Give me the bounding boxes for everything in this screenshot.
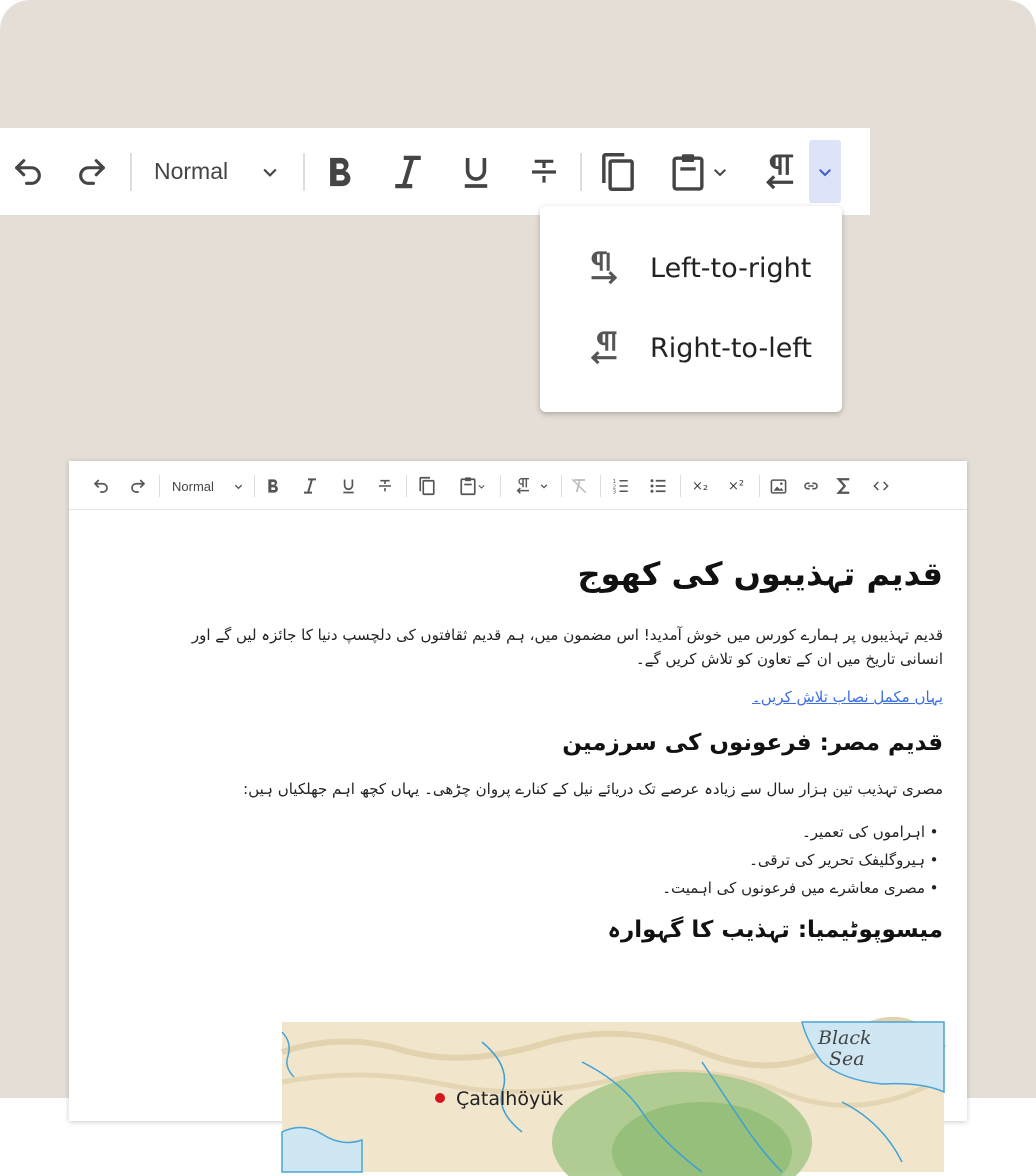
svg-text:2: 2 — [612, 484, 617, 491]
toolbar-divider — [303, 153, 305, 191]
ltr-paragraph-icon — [586, 250, 622, 286]
chevron-down-icon — [711, 163, 729, 181]
paragraph-style-select[interactable] — [150, 128, 280, 215]
paste-button[interactable] — [452, 473, 492, 499]
clear-formatting-button[interactable] — [566, 473, 592, 499]
underline-button[interactable] — [454, 128, 498, 215]
list-item: •مصری معاشرے میں فرعونوں کی اہمیت۔ — [662, 879, 939, 897]
numbered-list-button[interactable] — [608, 473, 634, 499]
strikethrough-button[interactable] — [522, 128, 566, 215]
chevron-down-icon — [233, 481, 244, 492]
italic-button[interactable] — [297, 473, 323, 499]
toolbar-divider — [600, 475, 601, 497]
chevron-down-icon — [477, 482, 486, 491]
intro-line: انسانی تاریخ میں ان کے تعاون کو تلاش کریں گے۔ — [635, 650, 943, 668]
copy-button[interactable] — [596, 128, 640, 215]
text-direction-button[interactable] — [509, 473, 555, 499]
redo-icon — [75, 155, 109, 189]
code-icon — [871, 478, 891, 494]
clipboard-icon — [459, 476, 477, 496]
map-label-sea: Sea — [829, 1048, 865, 1070]
numbered-list-icon — [612, 477, 630, 495]
redo-button[interactable] — [125, 473, 151, 499]
strikethrough-icon — [528, 156, 560, 188]
menu-item-left-to-right[interactable] — [540, 238, 842, 298]
egypt-paragraph: مصری تہذیب تین ہزار سال سے زیادہ عرصے تک دریائے نیل کے کنارے پروان چڑھی۔ یہاں کچھ اہم جھلکیاں ہیں: — [243, 780, 943, 798]
list-item: •ہیروگلیفک تحریر کی ترقی۔ — [749, 851, 939, 869]
subscript-icon: ×₂ — [691, 478, 709, 494]
egypt-highlights-list — [662, 818, 943, 902]
paragraph-style-label: Normal — [172, 478, 214, 494]
insert-link-button[interactable] — [798, 473, 824, 499]
undo-icon — [92, 477, 110, 495]
egypt-heading: قدیم مصر: فرعونوں کی سرزمین — [562, 730, 943, 756]
redo-button[interactable] — [72, 128, 112, 215]
rtl-paragraph-icon — [586, 330, 622, 366]
svg-text:1: 1 — [612, 479, 617, 485]
underline-icon — [342, 478, 355, 494]
underline-icon — [462, 155, 490, 189]
toolbar-divider — [561, 475, 562, 497]
insert-formula-button[interactable] — [831, 473, 857, 499]
bold-button[interactable] — [260, 473, 286, 499]
bold-icon — [266, 478, 280, 494]
underline-button[interactable] — [335, 473, 361, 499]
italic-button[interactable] — [386, 128, 430, 215]
rich-text-editor — [69, 461, 967, 1121]
copy-icon — [599, 150, 637, 194]
copy-icon — [418, 475, 436, 497]
strikethrough-icon — [377, 478, 393, 494]
menu-item-label: Right-to-left — [650, 332, 812, 364]
chevron-down-icon — [260, 162, 280, 182]
map-label-sea: Black — [818, 1027, 872, 1049]
sigma-icon — [836, 477, 852, 495]
menu-item-right-to-left[interactable] — [540, 318, 842, 378]
source-code-button[interactable] — [868, 473, 894, 499]
clear-formatting-icon — [570, 477, 588, 495]
strikethrough-button[interactable] — [372, 473, 398, 499]
toolbar-divider — [159, 475, 160, 497]
document-title: قدیم تہذیبوں کی کھوج — [577, 555, 943, 593]
intro-line: قدیم تہذیبوں پر ہمارے کورس میں خوش آمدید! اس مضمون میں، ہم قدیم ثقافتوں کی دلچسپ دنیا کا جائزہ لیں گے اور — [191, 626, 943, 644]
image-icon — [770, 478, 787, 495]
undo-icon — [11, 155, 45, 189]
superscript-button[interactable] — [723, 473, 749, 499]
syllabus-link[interactable]: یہاں مکمل نصاب تلاش کریں۔ — [751, 688, 943, 706]
editor-toolbar — [69, 461, 967, 510]
text-direction-button[interactable] — [758, 128, 802, 215]
mesopotamia-map-image — [282, 1022, 944, 1172]
svg-text:3: 3 — [612, 489, 617, 496]
list-item: •اہراموں کی تعمیر۔ — [801, 823, 939, 841]
map-label-site: Çatalhöyük — [456, 1088, 564, 1110]
bold-button[interactable] — [318, 128, 362, 215]
italic-icon — [393, 155, 423, 189]
toolbar-divider — [759, 475, 760, 497]
bulleted-list-icon — [648, 477, 668, 495]
intro-paragraph — [168, 623, 943, 671]
insert-image-button[interactable] — [765, 473, 791, 499]
chevron-down-icon — [539, 481, 549, 491]
toolbar-divider — [130, 153, 132, 191]
rtl-paragraph-icon — [762, 153, 798, 191]
menu-item-label: Left-to-right — [650, 252, 812, 284]
toolbar-divider — [254, 475, 255, 497]
clipboard-icon — [669, 152, 707, 192]
subscript-button[interactable] — [687, 473, 713, 499]
paragraph-style-label: Normal — [154, 158, 229, 184]
rtl-paragraph-icon — [515, 477, 531, 495]
link-icon — [801, 478, 821, 494]
superscript-icon: ×² — [727, 478, 745, 494]
mesopotamia-heading: میسوپوٹیمیا: تہذیب کا گہوارہ — [607, 917, 943, 943]
italic-icon — [303, 478, 317, 494]
bold-icon — [325, 155, 355, 189]
toolbar-divider — [500, 475, 501, 497]
toolbar-divider — [580, 153, 582, 191]
chevron-down-icon — [816, 163, 834, 181]
bulleted-list-button[interactable] — [645, 473, 671, 499]
text-direction-dropdown-toggle[interactable] — [809, 140, 841, 203]
toolbar-divider — [680, 475, 681, 497]
paste-button[interactable] — [664, 128, 734, 215]
undo-button[interactable] — [8, 128, 48, 215]
redo-icon — [129, 477, 147, 495]
text-direction-menu — [540, 206, 842, 412]
toolbar-divider — [406, 475, 407, 497]
paragraph-style-select[interactable] — [172, 473, 244, 499]
undo-button[interactable] — [88, 473, 114, 499]
copy-button[interactable] — [414, 473, 440, 499]
